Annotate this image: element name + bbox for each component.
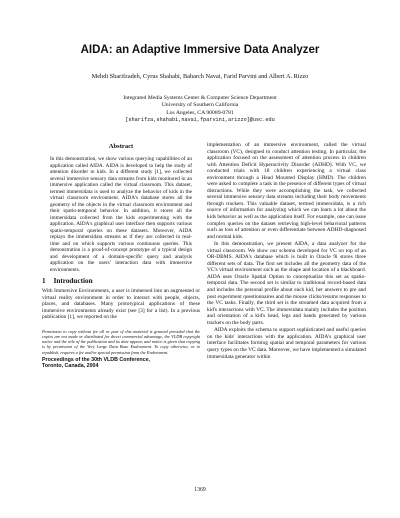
body-paragraph: In this demonstration, we present AIDA, a data analyzer for the virtual classroom. We show our schema developed for VC on top of an OR-DBMS. AIDA's database which is built in Oracle 9i stores three different sets of data. The first set includes all the geometry data of the VC's virtual environment such as the shape and location of a blackboard. AIDA uses Oracle Spatial Option to conceptualize this set as spatio-temporal data. The second set is similar to traditional record-based data and includes the personal profile about each kid, her answers to pre and post experiment questionnaires and the mouse clicks/resums responses to the VC tasks. Finally, the third set is the streamed data acquired from a kid's interactions with VC. The immersidata mainly includes the position and orientation of a kid's head, legs and hands generated by various trackers on the body parts. — [207, 241, 366, 326]
proceedings-line: Toronto, Canada, 2004 — [42, 363, 99, 370]
proceedings-note — [42, 357, 200, 370]
section-heading — [42, 277, 200, 285]
abstract-text: In this demonstration, we show various querying capabilities of an application called AIDA. AIDA is developed to help the study of attention disorder in kids. In a different study [1], we collected several immersive sensory data streams from kids monitored in an immersive application called the virtual classroom. This dataset, termed immersidata is used to analyze the behavior of kids in the virtual classroom environment. AIDA's database stores all the geometry of the objects in the virtual classroom environment and their spatio-temporal behavior. In addition, it stores all the immersidata collected from the kids experimenting with the application. AIDA's graphical user interface then supports various spatio-temporal queries on these datasets. Moreover, AIDA replays the immersidata streams as if they are collected in real-time and on which supports various continuous queries. This demonstration is a proof-of-concept prototype of a typical design and development of a domain-specific query and analysis application on the users' interaction data with immersive environments. — [50, 156, 192, 273]
proceedings-line: Proceedings of the 30th VLDB Conference, — [42, 356, 151, 363]
body-paragraph: implementation of an immersive environment, called the virtual classroom (VC), designed to conduct attention testing. In particular, the application focused on the assessment of attention process in children with Attention Deficit Hyperactivity Disorder (ADHD). With VC, we conducted trials with 18 children experiencing a virtual class environment through a Head Mounted Display (HMD). The children were asked to complete a task in the presence of different types of virtual distractions. While they were accomplishing the task, we collected several immersive sensory data streams including their body movements through trackers. This valuable dataset, termed immersidata, is a rich source of information for analyzing which we can learn a lot about the kids behavior as well as the application itself. For example, one can issue complex queries on the dataset retrieving high-level behavioral patterns such as loss of attention or even differentiate between ADHD-diagnosed and normal kids. — [207, 142, 366, 240]
affiliation-line: University of Southern California — [161, 102, 239, 109]
body-paragraph: AIDA exploits the schema to support sophisticated and useful queries on the kids' interactions with the application. AIDA's graphical user interface facilitates forming spatial and temporal parameters for various query types on the VC data. Moreover, we have implemented a simulated immersidata generator within — [207, 327, 366, 360]
affiliation-block — [0, 95, 400, 125]
page-number: 1369 — [194, 487, 206, 493]
paper-title: AIDA: an Adaptive Immersive Data Analyzer — [80, 44, 320, 56]
author-emails: [sharifza,shahabi,navai,fparvini,arizzo]@usc.edu — [125, 117, 275, 124]
left-column — [42, 143, 200, 369]
section-title: Introduction — [53, 277, 93, 285]
abstract-heading: Abstract — [108, 143, 134, 150]
permission-notice: Permission to copy without fee all or part of this material is granted provided that the copies are not made or distributed for direct commercial advantage, the VLDB copyright notice and the title of the publication and its date appear, and notice is given that copying is by permission of the Very Large Data Base Endowment. To copy otherwise, or to republish, requires a fee and/or special permission from the Endowment. — [42, 328, 200, 355]
author-list: Mehdi Sharifzadeh, Cyrus Shahabi, Baharch Navai, Farid Parvini and Albert A. Rizzo — [91, 73, 309, 80]
affiliation-line: Los Angeles, CA 90089-0781 — [166, 109, 234, 116]
affiliation-line: Integrated Media Systems Center & Computer Science Department — [123, 95, 277, 101]
body-paragraph: With Immersive Environments, a user is immersed into an augmented or virtual reality environment in order to interact with people, objects, places, and databases. Many prototypical applications of these immersive environments already exist (see [3] for a list). In a previous publication [1], we reported on the — [42, 288, 200, 321]
section-number: 1 — [42, 277, 46, 285]
right-column — [207, 142, 366, 360]
